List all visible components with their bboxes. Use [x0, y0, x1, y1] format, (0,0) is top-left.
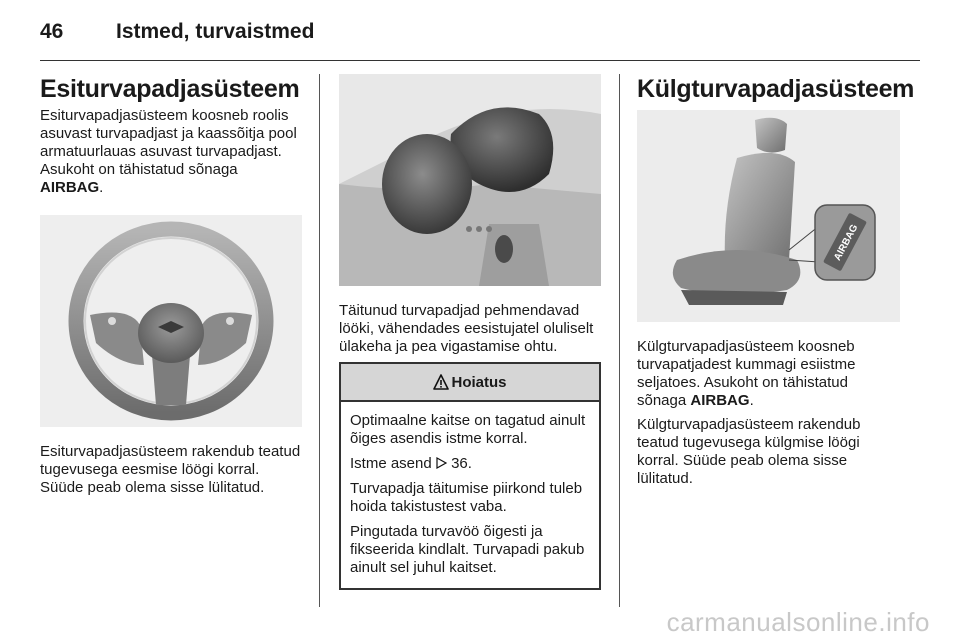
page-ref-arrow-icon	[436, 457, 447, 469]
section-heading-side-airbag: Külgturvapadjasüsteem	[637, 75, 915, 103]
warning-title: Hoiatus	[451, 373, 507, 391]
side-intro-end: .	[749, 392, 754, 409]
column-divider-1	[319, 74, 320, 607]
warning-header	[341, 364, 599, 402]
side-airbag-intro	[637, 338, 900, 410]
column-inflated-airbags	[339, 74, 601, 590]
inflated-airbag-text: Täitunud turvapadjad pehmendavad lööki, vähendades eesistujatel oluliselt ülakeha ja pea vigastamise ohtu.	[339, 302, 594, 355]
side-airbag-activation: Külgturvapadjasüsteem rakendub teatud tugevusega külgmise löögi korral. Süüde peab olema sisse lülitatud.	[637, 416, 861, 487]
warning-item-seatbelt: Pingutada turvavöö õigesti ja fikseerida kindlalt. Turvapadi pakub ainult sel juhul kaitset.	[350, 523, 585, 576]
page-header	[40, 20, 920, 60]
seat-ref-page-link[interactable]: 36.	[451, 455, 472, 472]
warning-triangle-icon	[433, 374, 449, 390]
watermark: carmanualsonline.info	[666, 607, 930, 637]
front-airbag-activation: Esiturvapadjasüsteem rakendub teatud tugevusega eesmise löögi korral. Süüde peab olema sisse lülitatud.	[40, 443, 301, 496]
seat-airbag-illustration	[637, 110, 900, 322]
intro-end: .	[99, 179, 104, 196]
side-intro-text: Külgturvapadjasüsteem koosneb turvapatjadest kummagi esiistme seljatoes. Asukoht on tähistatud sõnaga	[637, 338, 856, 409]
header-rule	[40, 60, 920, 61]
column-side-airbag	[637, 74, 915, 494]
column-front-airbag	[40, 74, 302, 503]
warning-item-position: Optimaalne kaitse on tagatud ainult õiges asendis istme korral.	[350, 412, 586, 447]
column-divider-2	[619, 74, 620, 607]
warning-body	[341, 402, 599, 588]
section-heading-front-airbag: Esiturvapadjasüsteem	[40, 75, 300, 103]
airbag-keyword: AIRBAG	[40, 179, 100, 196]
seat-airbag-label: AIRBAG	[832, 222, 861, 263]
side-airbag-keyword: AIRBAG	[690, 392, 750, 409]
steering-wheel-illustration	[40, 215, 302, 427]
seat-ref-text: Istme asend	[350, 455, 436, 472]
warning-item-clearance: Turvapadja täitumise piirkond tuleb hoida takistustest vaba.	[350, 480, 583, 515]
warning-box	[339, 362, 601, 590]
front-airbag-intro	[40, 107, 302, 197]
page-number: 46	[40, 20, 64, 43]
intro-text: Esiturvapadjasüsteem koosneb roolis asuvast turvapadjast ja kaassõitja pool armatuurlauas asuvast turvapadjast. Asukoht on tähistatud sõnaga	[40, 107, 297, 178]
inflated-airbag-illustration	[339, 74, 601, 286]
warning-seat-ref	[350, 455, 590, 473]
page-title: Istmed, turvaistmed	[116, 20, 315, 43]
